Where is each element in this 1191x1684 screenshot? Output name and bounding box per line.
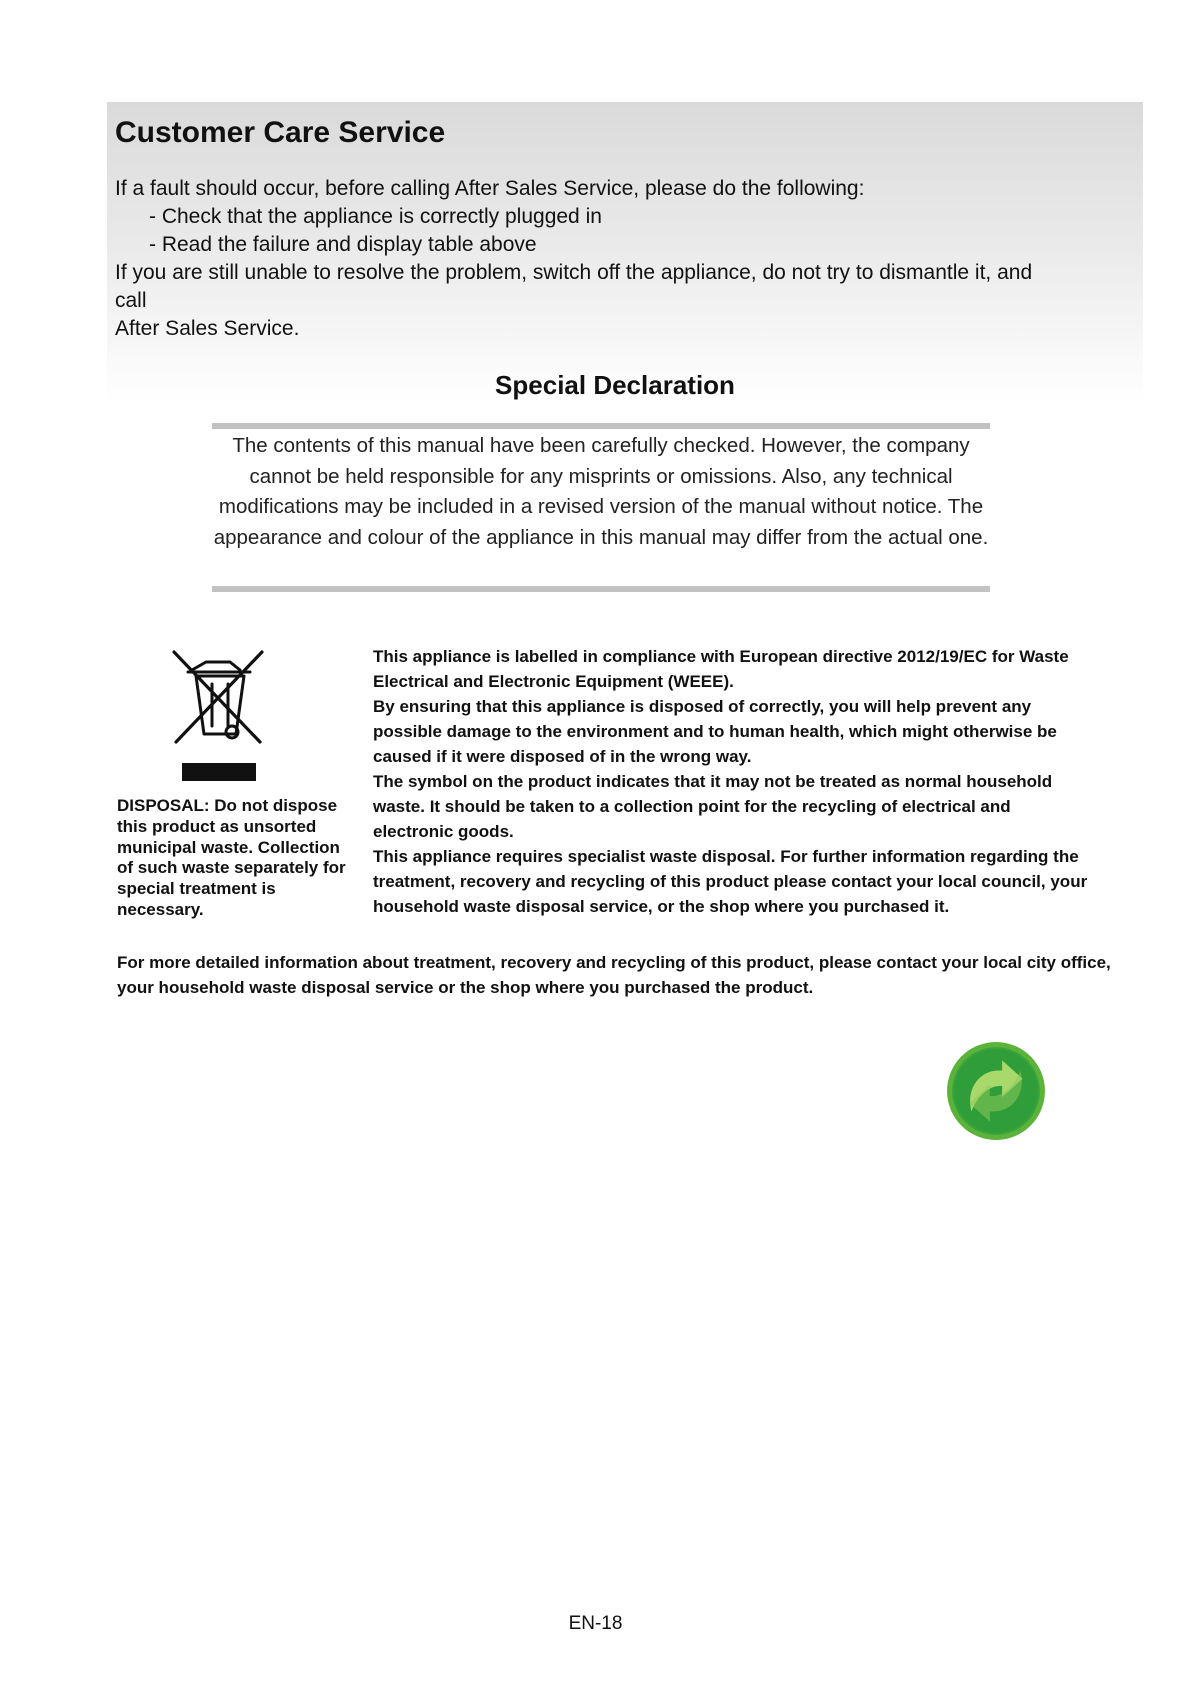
care-resolution-line-3: After Sales Service. <box>115 317 300 340</box>
care-resolution-line-2: call <box>115 289 147 312</box>
care-resolution-line-1: If you are still unable to resolve the problem, switch off the appliance, do not try to dismantle it, and <box>115 261 1033 284</box>
weee-paragraph: The symbol on the product indicates that it may not be treated as normal household waste. It should be taken to a collection point for the recycling of electrical and electronic goods. <box>373 772 1053 841</box>
weee-information <box>373 644 1093 919</box>
special-declaration-title: Special Declaration <box>495 370 735 400</box>
crossed-out-wheelie-bin-icon <box>170 648 270 784</box>
declaration-bottom-divider <box>212 586 990 592</box>
weee-paragraph: By ensuring that this appliance is disposed of correctly, you will help prevent any possible damage to the environment and to human health, which might otherwise be caused if it were disposed of in the wrong way. <box>373 697 1057 766</box>
care-intro: If a fault should occur, before calling After Sales Service, please do the following: <box>115 177 865 200</box>
declaration-top-divider <box>212 423 990 429</box>
disposal-note: DISPOSAL: Do not dispose this product as unsorted municipal waste. Collection of such waste separately for special treatment is necessary. <box>117 796 346 919</box>
page-number: EN-18 <box>568 1613 623 1634</box>
weee-paragraph: This appliance is labelled in compliance with European directive 2012/19/EC for Waste Electrical and Electronic Equipment (WEEE). <box>373 647 1069 691</box>
more-information-note: For more detailed information about treatment, recovery and recycling of this product, please contact your local city office, your household waste disposal service or the shop where you purchased the product. <box>117 953 1111 997</box>
special-declaration-text: The contents of this manual have been carefully checked. However, the company cannot be held responsible for any misprints or omissions. Also, any technical modifications may be included in a revised version of the manual without notice. The appearance and colour of the appliance in this manual may differ from the actual one. <box>213 434 989 549</box>
weee-paragraph: This appliance requires specialist waste disposal. For further information regarding the treatment, recovery and recycling of this product please contact your local council, your household waste disposal service, or the shop where you purchased it. <box>373 847 1088 916</box>
care-step-1: - Check that the appliance is correctly plugged in <box>149 205 602 228</box>
customer-care-title: Customer Care Service <box>115 116 446 149</box>
green-dot-recycling-icon <box>945 1040 1047 1142</box>
care-step-2: - Read the failure and display table above <box>149 233 537 256</box>
